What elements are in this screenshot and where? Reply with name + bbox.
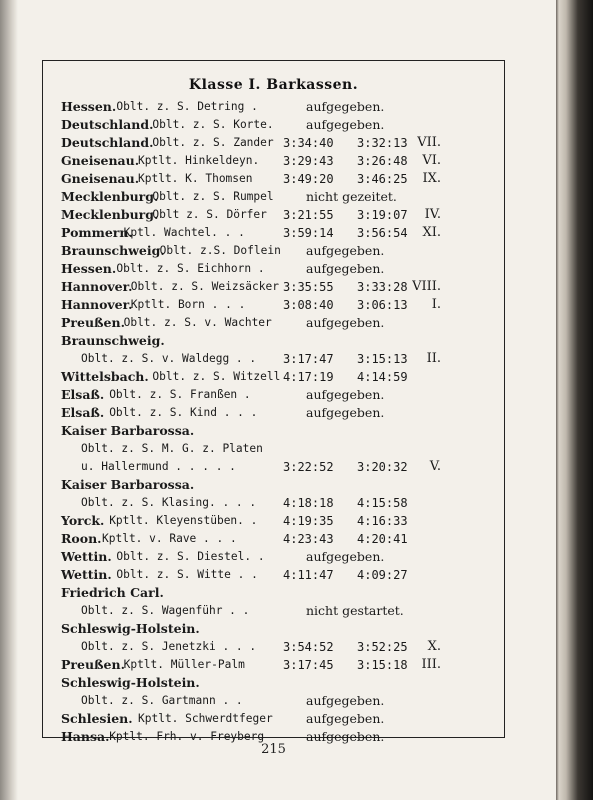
result-row bbox=[0, 530, 556, 548]
ship-name: Hessen. bbox=[61, 261, 117, 276]
officer-name: u. Hallermund . . . . . bbox=[81, 460, 236, 473]
officer-name: Kptlt. Hinkeldeyn. bbox=[138, 154, 260, 167]
officer-name: Oblt. z. S. Rumpel bbox=[152, 190, 274, 203]
ship-name: Deutschland. bbox=[61, 135, 154, 150]
officer-name: Oblt. z. S. Detring . bbox=[116, 100, 258, 113]
status-text: aufgegeben. bbox=[306, 693, 385, 708]
officer-name: Kptlt. Müller-Palm bbox=[123, 658, 245, 671]
officer-name: Kptlt. Frh. v. Freyberg bbox=[109, 730, 265, 743]
result-row bbox=[0, 422, 556, 440]
ship-name: Kaiser Barbarossa. bbox=[61, 423, 195, 438]
result-row bbox=[0, 602, 556, 620]
officer-name: Oblt. z. S. M. G. z. Platen bbox=[81, 442, 263, 455]
ship-name: Gneisenau. bbox=[61, 153, 140, 168]
officer-name: Oblt. z.S. Doflein bbox=[159, 244, 281, 257]
placement: XI. bbox=[422, 225, 441, 240]
result-row bbox=[0, 368, 556, 386]
result-row bbox=[0, 710, 556, 728]
status-text: aufgegeben. bbox=[306, 711, 385, 726]
officer-name: Oblt. z. S. Weizsäcker bbox=[130, 280, 279, 293]
corrected-time: 3:15:18 bbox=[357, 658, 408, 672]
officer-name: Kptlt. Schwerdtfeger bbox=[138, 712, 273, 725]
officer-name: Oblt. z. S. Witzell bbox=[152, 370, 281, 383]
result-row bbox=[0, 656, 556, 674]
result-row bbox=[0, 458, 556, 476]
officer-name: Oblt. z. S. Franßen . bbox=[109, 388, 251, 401]
ship-name: Elsaß. bbox=[61, 387, 105, 402]
ship-name: Preußen. bbox=[61, 657, 125, 672]
result-row bbox=[0, 584, 556, 602]
result-row bbox=[0, 206, 556, 224]
officer-name: Kptlt. v. Rave . . . bbox=[102, 532, 237, 545]
officer-name: Kptl. Wachtel. . . bbox=[123, 226, 245, 239]
placement: V. bbox=[429, 459, 441, 474]
result-row bbox=[0, 242, 556, 260]
corrected-time: 3:46:25 bbox=[357, 172, 408, 186]
result-row bbox=[0, 386, 556, 404]
result-row bbox=[0, 224, 556, 242]
ship-name: Elsaß. bbox=[61, 405, 105, 420]
result-row bbox=[0, 440, 556, 458]
result-row bbox=[0, 404, 556, 422]
officer-name: Oblt. z. S. Jenetzki . . . bbox=[81, 640, 257, 653]
placement: IV. bbox=[424, 207, 441, 222]
result-row bbox=[0, 332, 556, 350]
elapsed-time: 3:17:47 bbox=[283, 352, 334, 366]
officer-name: Kptlt. K. Thomsen bbox=[138, 172, 253, 185]
result-row bbox=[0, 314, 556, 332]
officer-name: Oblt. z. S. Klasing. . . . bbox=[81, 496, 257, 509]
elapsed-time: 3:17:45 bbox=[283, 658, 334, 672]
officer-name: Oblt. z. S. Zander bbox=[152, 136, 274, 149]
placement: VIII. bbox=[412, 279, 441, 294]
result-row bbox=[0, 638, 556, 656]
status-text: nicht gestartet. bbox=[306, 603, 404, 618]
placement: X. bbox=[427, 639, 441, 654]
corrected-time: 4:16:33 bbox=[357, 514, 408, 528]
corrected-time: 3:52:25 bbox=[357, 640, 408, 654]
elapsed-time: 3:35:55 bbox=[283, 280, 334, 294]
result-row bbox=[0, 278, 556, 296]
status-text: nicht gezeitet. bbox=[306, 189, 397, 204]
ship-name: Wettin. bbox=[61, 549, 112, 564]
placement: II. bbox=[426, 351, 441, 366]
ship-name: Hessen. bbox=[61, 99, 117, 114]
ship-name: Pommern. bbox=[61, 225, 133, 240]
result-row bbox=[0, 98, 556, 116]
page-number: 215 bbox=[261, 742, 286, 757]
placement: VII. bbox=[417, 135, 441, 150]
status-text: aufgegeben. bbox=[306, 549, 385, 564]
officer-name: Kptlt. Kleyenstüben. . bbox=[109, 514, 258, 527]
result-row bbox=[0, 494, 556, 512]
status-text: aufgegeben. bbox=[306, 729, 385, 744]
placement: III. bbox=[421, 657, 441, 672]
status-text: aufgegeben. bbox=[306, 243, 385, 258]
result-row bbox=[0, 296, 556, 314]
elapsed-time: 3:49:20 bbox=[283, 172, 334, 186]
result-row bbox=[0, 566, 556, 584]
officer-name: Oblt. z. S. v. Wachter bbox=[123, 316, 272, 329]
result-row bbox=[0, 512, 556, 530]
result-row bbox=[0, 476, 556, 494]
result-row bbox=[0, 548, 556, 566]
ship-name: Schleswig-Holstein. bbox=[61, 675, 200, 690]
status-text: aufgegeben. bbox=[306, 99, 385, 114]
ship-name: Hannover. bbox=[61, 297, 133, 312]
result-row bbox=[0, 134, 556, 152]
ship-name: Roon. bbox=[61, 531, 102, 546]
corrected-time: 4:20:41 bbox=[357, 532, 408, 546]
placement: IX. bbox=[422, 171, 441, 186]
elapsed-time: 4:11:47 bbox=[283, 568, 334, 582]
elapsed-time: 3:08:40 bbox=[283, 298, 334, 312]
status-text: aufgegeben. bbox=[306, 315, 385, 330]
elapsed-time: 3:29:43 bbox=[283, 154, 334, 168]
corrected-time: 4:09:27 bbox=[357, 568, 408, 582]
ship-name: Schlesien. bbox=[61, 711, 133, 726]
ship-name: Hannover. bbox=[61, 279, 133, 294]
result-row bbox=[0, 116, 556, 134]
placement: VI. bbox=[422, 153, 441, 168]
ship-name: Mecklenburg. bbox=[61, 207, 159, 222]
ship-name: Wittelsbach. bbox=[61, 369, 149, 384]
officer-name: Oblt. z. S. Kind . . . bbox=[109, 406, 258, 419]
corrected-time: 3:20:32 bbox=[357, 460, 408, 474]
ship-name: Kaiser Barbarossa. bbox=[61, 477, 195, 492]
elapsed-time: 4:19:35 bbox=[283, 514, 334, 528]
ship-name: Friedrich Carl. bbox=[61, 585, 164, 600]
officer-name: Oblt. z. S. v. Waldegg . . bbox=[81, 352, 257, 365]
status-text: aufgegeben. bbox=[306, 387, 385, 402]
status-text: aufgegeben. bbox=[306, 405, 385, 420]
ship-name: Braunschweig. bbox=[61, 243, 165, 258]
elapsed-time: 3:21:55 bbox=[283, 208, 334, 222]
result-row bbox=[0, 350, 556, 368]
ship-name: Wettin. bbox=[61, 567, 112, 582]
page-title: Klasse I. Barkassen. bbox=[188, 77, 359, 93]
corrected-time: 4:14:59 bbox=[357, 370, 408, 384]
corrected-time: 3:56:54 bbox=[357, 226, 408, 240]
ship-name: Gneisenau. bbox=[61, 171, 140, 186]
corrected-time: 3:33:28 bbox=[357, 280, 408, 294]
ship-name: Hansa. bbox=[61, 729, 110, 744]
ship-name: Deutschland. bbox=[61, 117, 154, 132]
corrected-time: 3:19:07 bbox=[357, 208, 408, 222]
result-row bbox=[0, 152, 556, 170]
officer-name: Oblt. z. S. Eichhorn . bbox=[116, 262, 265, 275]
ship-name: Schleswig-Holstein. bbox=[61, 621, 200, 636]
officer-name: Kptlt. Born . . . bbox=[130, 298, 246, 311]
ship-name: Mecklenburg. bbox=[61, 189, 159, 204]
result-row bbox=[0, 674, 556, 692]
corrected-time: 4:15:58 bbox=[357, 496, 408, 510]
officer-name: Oblt. z. S. Wagenführ . . bbox=[81, 604, 250, 617]
ship-name: Yorck. bbox=[61, 513, 105, 528]
placement: I. bbox=[431, 297, 441, 312]
ship-name: Braunschweig. bbox=[61, 333, 165, 348]
elapsed-time: 3:34:40 bbox=[283, 136, 334, 150]
elapsed-time: 4:17:19 bbox=[283, 370, 334, 384]
corrected-time: 3:15:13 bbox=[357, 352, 408, 366]
corrected-time: 3:06:13 bbox=[357, 298, 408, 312]
status-text: aufgegeben. bbox=[306, 261, 385, 276]
result-row bbox=[0, 170, 556, 188]
ship-name: Preußen. bbox=[61, 315, 125, 330]
corrected-time: 3:26:48 bbox=[357, 154, 408, 168]
status-text: aufgegeben. bbox=[306, 117, 385, 132]
elapsed-time: 3:54:52 bbox=[283, 640, 334, 654]
elapsed-time: 4:23:43 bbox=[283, 532, 334, 546]
result-row bbox=[0, 188, 556, 206]
officer-name: Oblt. z. S. Witte . . bbox=[116, 568, 258, 581]
result-row bbox=[0, 620, 556, 638]
result-row bbox=[0, 260, 556, 278]
corrected-time: 3:32:13 bbox=[357, 136, 408, 150]
elapsed-time: 3:59:14 bbox=[283, 226, 334, 240]
result-row bbox=[0, 692, 556, 710]
officer-name: Oblt z. S. Dörfer bbox=[152, 208, 267, 221]
officer-name: Oblt. z. S. Gartmann . . bbox=[81, 694, 243, 707]
officer-name: Oblt. z. S. Diestel. . bbox=[116, 550, 265, 563]
elapsed-time: 3:22:52 bbox=[283, 460, 334, 474]
elapsed-time: 4:18:18 bbox=[283, 496, 334, 510]
officer-name: Oblt. z. S. Korte. bbox=[152, 118, 274, 131]
page-edge bbox=[556, 0, 593, 800]
